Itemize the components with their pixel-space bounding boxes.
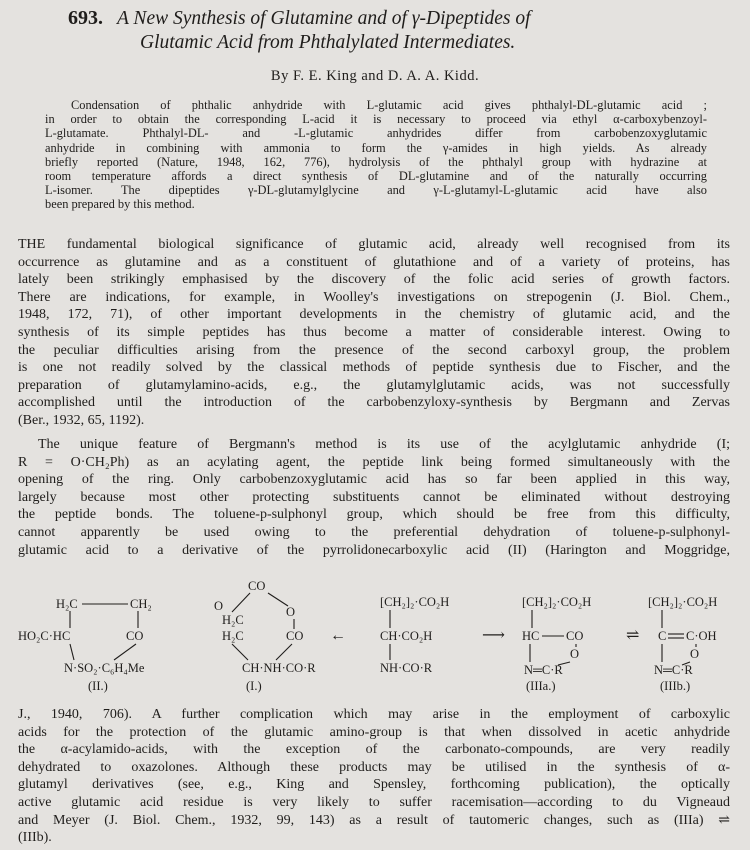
- body-line: largely because most other protecting substituents cannot be eliminated without destroying: [18, 489, 730, 505]
- formula-label: (IIIa.): [526, 679, 556, 693]
- abstract-line: been prepared by this method.: [45, 197, 195, 212]
- abstract-line: L-glutamate. Phthalyl-DL- and -L-glutamic anhydrides differ from carbobenzoxyglutamic: [45, 126, 707, 141]
- atom-label: CO: [566, 629, 584, 643]
- atom-label: O: [570, 647, 580, 661]
- abstract-line: L-isomer. The dipeptides γ-DL-glutamylglycine and γ-L-glutamyl-L-glutamic acid have also: [45, 183, 707, 198]
- atom-label: N·SO₂·C₆H₄Me: [64, 661, 145, 675]
- atom-label: O: [690, 647, 700, 661]
- paper-number: 693.: [68, 7, 103, 29]
- author-line: By F. E. King and D. A. A. Kidd.: [270, 68, 480, 84]
- abstract-line: anhydride in combining with ammonia to form the γ-amides in high yields. As already: [45, 140, 707, 155]
- title-line-1: A New Synthesis of Glutamine and of γ-Dipeptides of: [117, 8, 531, 29]
- abstract: [45, 98, 707, 212]
- atom-label: H₂C: [222, 613, 244, 627]
- atom-label: NH·CO·R: [380, 661, 433, 675]
- atom-label: [CH₂]₂·CO₂H: [522, 595, 592, 609]
- paragraph-2: [18, 436, 730, 559]
- formula-label: (II.): [88, 679, 108, 693]
- body-line: (Ber., 1932, 65, 1192).: [18, 412, 145, 428]
- atom-label: O: [286, 605, 296, 619]
- body-line: and Meyer (J. Biol. Chem., 1932, 99, 143) as a result of tautomeric changes, such as (IIIa) ⇌: [18, 812, 730, 828]
- abstract-line: room temperature affords a direct synthesis of DL-glutamine and of the naturally occurring: [45, 169, 707, 184]
- atom-label: HO₂C·HC: [18, 629, 71, 643]
- atom-label: [CH₂]₂·CO₂H: [648, 595, 718, 609]
- body-line: There are indications, for example, in Woolley's investigations on strepogenin (J. Biol. Chem.,: [18, 289, 730, 305]
- bond-line: [276, 644, 292, 660]
- reaction-arrow-left: ←: [330, 627, 346, 644]
- body-line: synthesis of its simple peptides has thus become a matter of considerable interest. Owing to: [18, 324, 730, 340]
- atom-label: H₂C: [56, 597, 78, 611]
- body-line: cannot apparently be used owing to the preferential dehydration of toluene-p-sulphonyl-: [18, 524, 730, 540]
- body-line: dehydrated to oxazolones. Although these products may be utilised in the synthesis of α-: [18, 759, 730, 775]
- structural-formulas: [18, 578, 730, 698]
- bond-line: [268, 593, 288, 606]
- formula-I: [214, 579, 316, 693]
- formula-IIIb: [648, 595, 717, 693]
- body-line: glutamyl derivatives (see, e.g., King and Spensley, forthcoming publication), the optically: [18, 777, 730, 793]
- reaction-arrow-right: ⟶: [482, 627, 505, 644]
- paragraph-3: [18, 706, 730, 847]
- atom-label: O: [214, 599, 224, 613]
- atom-label: CO: [248, 579, 266, 593]
- body-line: (IIIb).: [18, 830, 52, 846]
- abstract-line: Condensation of phthalic anhydride with L-glutamic acid gives phthalyl-DL-glutamic acid ;: [71, 98, 707, 112]
- formula-IIIa: [522, 595, 591, 693]
- bond-line: [70, 644, 74, 660]
- formula-label: (IIIb.): [660, 679, 691, 693]
- formula-diagram: [18, 578, 730, 698]
- body-line: R = O·CH₂Ph) as an acylating agent, the peptide link being formed simultaneously with the: [18, 454, 730, 470]
- paragraph-1: [18, 236, 730, 430]
- body-line: active glutamic acid residue is very likely to suffer racemisation—according to du Vigneaud: [18, 794, 730, 810]
- atom-label: CO: [126, 629, 144, 643]
- atom-label: CH·CO₂H: [380, 629, 433, 643]
- paper-title: [0, 6, 750, 55]
- bond-line: [232, 644, 248, 660]
- body-line: occurrence as glutamine and as a constituent of glutathione and of a variety of proteins, has: [18, 254, 730, 270]
- formula-label: (I.): [246, 679, 262, 693]
- title-line-2: Glutamic Acid from Phthalylated Intermediates.: [140, 32, 516, 53]
- atom-label: C·OH: [686, 629, 717, 643]
- abstract-line: in order to obtain the corresponding L-acid it is necessary to proceed via ethyl α-carboxybenzoyl-: [45, 112, 707, 127]
- equilibrium-arrows: ⇌: [626, 627, 640, 644]
- body-line: the α-acylamido-acids, with the exception of the carbonato-compounds, are very readily: [18, 742, 730, 758]
- body-line: THE fundamental biological significance of glutamic acid, already well recognised from its: [18, 237, 730, 252]
- body-line: is one not readily solved by the classical methods of peptide synthesis due to Fischer, and the: [18, 360, 730, 376]
- atom-label: C: [658, 629, 667, 643]
- atom-label: N═C·R: [524, 663, 563, 677]
- body-line: acids for the protection of the glutamic amino-group is that when dissolved in acetic anhydride: [18, 724, 730, 740]
- bond-line: [232, 593, 250, 612]
- atom-label: CH₂: [130, 597, 152, 611]
- body-line: accomplished until the introduction of the carbobenzyloxy-synthesis by Bergmann and Zervas: [18, 395, 730, 411]
- atom-label: CH·NH·CO·R: [242, 661, 316, 675]
- abstract-line: briefly reported (Nature, 1948, 162, 776), hydrolysis of the phthalyl group with hydrazine at: [45, 154, 707, 169]
- body-line: The unique feature of Bergmann's method is its use of the acylglutamic anhydride (I;: [38, 437, 730, 452]
- body-line: preparation of glutamylamino-acids, e.g., the glutamylglutamic acids, was not successfully: [18, 377, 730, 393]
- atom-label: CO: [286, 629, 304, 643]
- formula-chain: [380, 595, 449, 675]
- body-line: 1948, 172, 71), of other important developments in the chemistry of glutamic acid, and the: [18, 307, 730, 323]
- body-line: J., 1940, 706). A further complication which may arise in the employment of carboxylic: [18, 707, 730, 722]
- body-line: the peptide bonds. The toluene-p-sulphonyl group, which should be free from this difficulty,: [18, 507, 730, 523]
- atom-label: N═C·R: [654, 663, 693, 677]
- formula-II: [18, 597, 152, 693]
- body-line: opening of the ring. Only carbobenzoxyglutamic acid has so far been applied in this way,: [18, 472, 730, 488]
- bond-line: [114, 644, 136, 660]
- body-line: lately been strikingly emphasised by the discovery of the folic acid series of growth factors.: [18, 272, 730, 288]
- atom-label: [CH₂]₂·CO₂H: [380, 595, 450, 609]
- atom-label: H₂C: [222, 629, 244, 643]
- atom-label: HC: [522, 629, 540, 643]
- body-line: glutamic acid to a derivative of the pyrrolidonecarboxylic acid (II) (Harington and Moggridge,: [18, 542, 730, 558]
- body-line: the peculiar difficulties arising from the presence of the second carboxyl group, the problem: [18, 342, 730, 358]
